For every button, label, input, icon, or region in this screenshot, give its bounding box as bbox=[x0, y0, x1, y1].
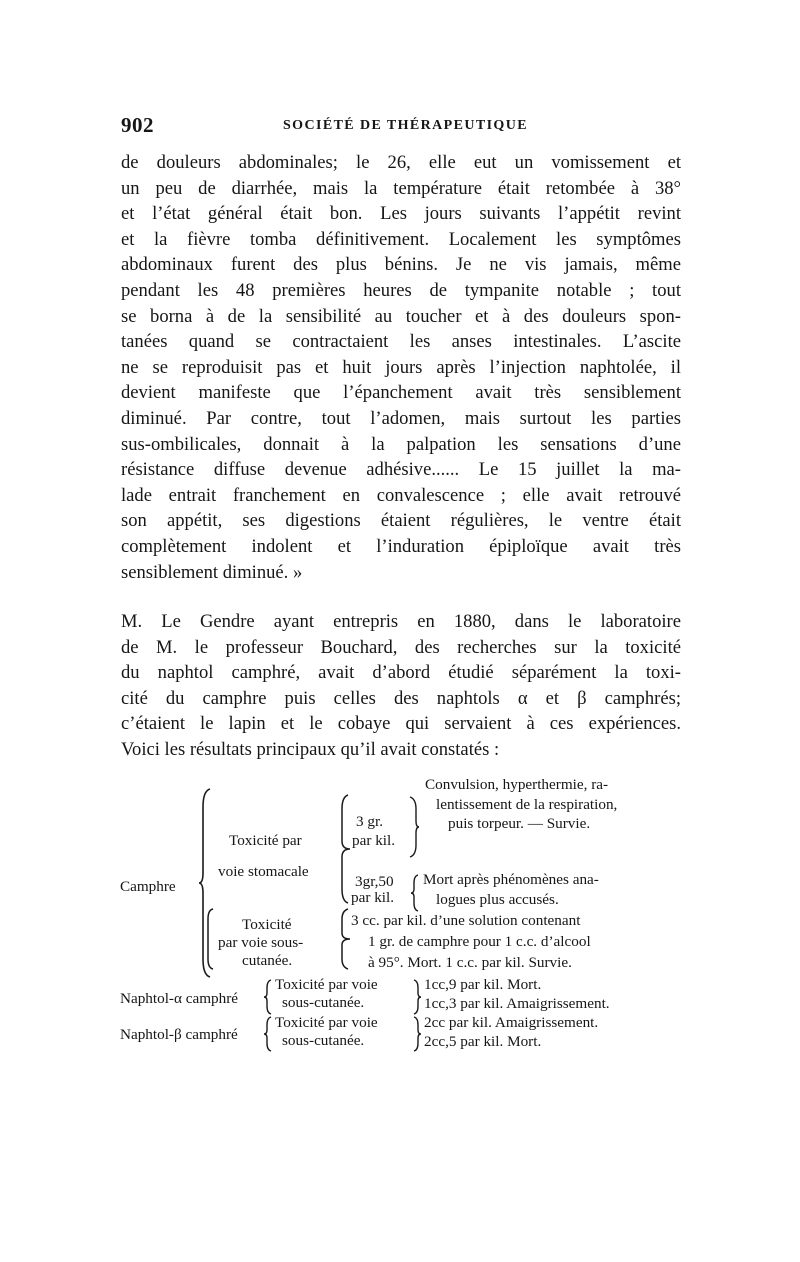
result-text: 2cc,5 par kil. Mort. bbox=[424, 1033, 542, 1050]
brace-result-1 bbox=[408, 795, 420, 859]
text-line: c’étaient le lapin et le cobaye qui servaient à ces expériences. bbox=[121, 713, 681, 735]
text-line: du naphtol camphré, avait d’abord étudié séparément la toxi- bbox=[121, 662, 681, 684]
page-number: 902 bbox=[121, 113, 154, 137]
result-text: 1cc,9 par kil. Mort. bbox=[424, 976, 542, 993]
text-line: de M. le professeur Bouchard, des recherches sur la toxicité bbox=[121, 636, 681, 658]
label-sous-cutanee: sous-cutanée. bbox=[282, 994, 365, 1011]
brace-sous-cutanee bbox=[338, 907, 352, 971]
text-line: un peu de diarrhée, mais la température était retombée à 38° bbox=[121, 177, 681, 199]
paragraph-le-gendre bbox=[121, 609, 681, 763]
text-line: lade entrait franchement en convalescence ; elle avait retrouvé bbox=[121, 484, 681, 506]
running-title: SOCIÉTÉ DE THÉRAPEUTIQUE bbox=[283, 118, 528, 133]
text-line: cité du camphre puis celles des naphtols α et β camphrés; bbox=[121, 687, 681, 709]
text-line: pendant les 48 premières heures de tympanite notable ; tout bbox=[121, 279, 681, 301]
label-sous-cutanee: sous-cutanée. bbox=[282, 1032, 365, 1049]
text-line: complètement indolent et l’induration épiploïque avait très bbox=[121, 535, 681, 557]
brace-naphtol-beta-left bbox=[263, 1015, 273, 1053]
text-line: sus-ombilicales, donnait à la palpation les sensations d’une bbox=[121, 433, 681, 455]
text-line: devient manifeste que l’épanchement avait très sensiblement bbox=[121, 382, 681, 404]
text-line: tanées quand se contractaient les anses intestinales. L’ascite bbox=[121, 331, 681, 353]
running-header bbox=[121, 113, 681, 139]
text-line: résistance diffuse devenue adhésive...... Le 15 juillet la ma- bbox=[121, 459, 681, 481]
result-text: 1 gr. de camphre pour 1 c.c. d’alcool bbox=[368, 933, 591, 950]
row-label-camphre: Camphre bbox=[120, 878, 176, 895]
toxicity-results-table bbox=[118, 775, 688, 1065]
brace-result-2 bbox=[410, 873, 420, 913]
text-line: sensiblement diminué. » bbox=[121, 561, 303, 583]
text-line: ne se reproduisit pas et huit jours après l’injection naphtolée, il bbox=[121, 356, 681, 378]
dose-par-kil-1: par kil. bbox=[352, 832, 396, 849]
dose-par-kil-2: par kil. bbox=[351, 889, 395, 906]
dose-3gr: 3 gr. bbox=[356, 813, 384, 830]
label-cutanee: cutanée. bbox=[242, 952, 293, 969]
result-text: 1cc,3 par kil. Amaigrissement. bbox=[424, 995, 610, 1012]
text-line: se borna à de la sensibilité au toucher et à des douleurs spon- bbox=[121, 305, 681, 327]
text-line: de douleurs abdominales; le 26, elle eut un vomissement et bbox=[121, 152, 681, 173]
paragraph-case-report bbox=[121, 150, 681, 585]
label-toxicite-par-voie: Toxicité par voie bbox=[275, 976, 378, 993]
label-toxicite: Toxicité bbox=[242, 916, 292, 933]
result-text: lentissement de la respiration, bbox=[436, 796, 618, 813]
brace-sous-cutanee-left bbox=[205, 907, 215, 971]
result-text: Mort après phénomènes ana- bbox=[423, 871, 599, 888]
brace-naphtol-beta-right bbox=[412, 1015, 422, 1053]
result-text: 3 cc. par kil. d’une solution contenant bbox=[351, 912, 581, 929]
text-line: son appétit, ses digestions étaient régulières, le ventre était bbox=[121, 510, 681, 532]
result-text: puis torpeur. — Survie. bbox=[448, 815, 591, 832]
row-label-naphtol-alpha: Naphtol-α camphré bbox=[120, 990, 239, 1007]
brace-naphtol-alpha-left bbox=[263, 978, 273, 1016]
label-voie-stomacale: voie stomacale bbox=[218, 863, 309, 880]
text-line: et l’état général était bon. Les jours suivants l’appétit revint bbox=[121, 203, 681, 225]
result-text: à 95°. Mort. 1 c.c. par kil. Survie. bbox=[368, 954, 572, 971]
label-toxicite-par-voie: Toxicité par voie bbox=[275, 1014, 378, 1031]
text-line: Voici les résultats principaux qu’il avait constatés : bbox=[121, 738, 500, 760]
result-text: 2cc par kil. Amaigrissement. bbox=[424, 1014, 599, 1031]
row-label-naphtol-beta: Naphtol-β camphré bbox=[120, 1026, 238, 1043]
dose-3gr50: 3gr,50 bbox=[355, 873, 394, 890]
result-text: logues plus accusés. bbox=[436, 891, 559, 908]
brace-naphtol-alpha-right bbox=[412, 978, 422, 1016]
label-par-voie-sous: par voie sous- bbox=[218, 934, 304, 951]
label-toxicite-par: Toxicité par bbox=[229, 832, 302, 849]
text-line: M. Le Gendre ayant entrepris en 1880, dans le laboratoire bbox=[121, 611, 681, 632]
text-line: et la fièvre tomba définitivement. Localement les symptômes bbox=[121, 228, 681, 250]
text-line: abdominaux furent des plus bénins. Je ne vis jamais, même bbox=[121, 254, 681, 276]
text-line: diminué. Par contre, tout l’adomen, mais surtout les parties bbox=[121, 407, 681, 429]
brace-voie-stomacale bbox=[338, 793, 352, 905]
result-text: Convulsion, hyperthermie, ra- bbox=[425, 776, 609, 793]
